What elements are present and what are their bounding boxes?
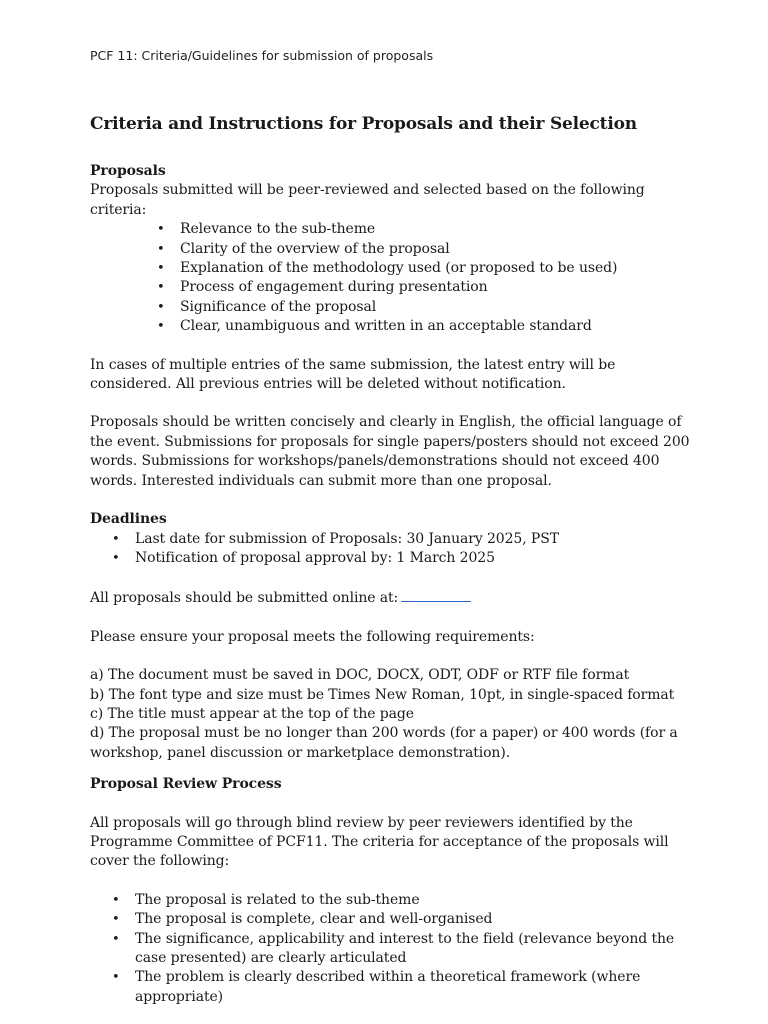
proposals-heading: Proposals xyxy=(90,163,166,179)
list-item: • Clarity of the overview of the proposal xyxy=(90,240,690,259)
deadlines-list xyxy=(90,530,690,569)
list-item: • Relevance to the sub-theme xyxy=(90,220,690,239)
page-header: PCF 11: Criteria/Guidelines for submission of proposals xyxy=(90,48,434,63)
list-item: • The proposal is complete, clear and well-organised xyxy=(90,910,690,929)
document-body xyxy=(90,113,690,1007)
submit-online-text: All proposals should be submitted online at: xyxy=(90,590,399,607)
list-item: • The problem is clearly described within a theoretical framework (where appropriate) xyxy=(90,968,690,1007)
list-item: • The significance, applicability and interest to the field (relevance beyond the case presented) are clearly articulated xyxy=(90,930,690,969)
review-intro: All proposals will go through blind review by peer reviewers identified by the Programme Committee of PCF11. The criteria for acceptance of the proposals will cover the following: xyxy=(90,814,669,870)
list-item: • Significance of the proposal xyxy=(90,298,690,317)
list-item: • Clear, unambiguous and written in an acceptable standard xyxy=(90,317,690,336)
multiple-entries-paragraph: In cases of multiple entries of the same submission, the latest entry will be considered. All previous entries will be deleted without notification. xyxy=(90,356,616,393)
review-heading: Proposal Review Process xyxy=(90,776,282,793)
list-item: • The proposal is related to the sub-theme xyxy=(90,891,690,910)
requirement-item: b) The font type and size must be Times New Roman, 10pt, in single-spaced format xyxy=(90,686,675,703)
requirement-item: d) The proposal must be no longer than 200 words (for a paper) or 400 words (for a workshop, panel discussion or marketplace demonstration). xyxy=(90,725,678,761)
list-item: • Last date for submission of Proposals: 30 January 2025, PST xyxy=(90,530,690,549)
language-paragraph: Proposals should be written concisely and clearly in English, the official language of the event. Submissions for proposals for single papers/posters should not exceed 200 words. Submissions for workshops/panels/demonstrations should not exceed 400 words. Interested individuals can submit more than one proposal. xyxy=(90,414,690,489)
criteria-list xyxy=(90,220,690,336)
deadlines-heading: Deadlines xyxy=(90,511,167,528)
document-title: Criteria and Instructions for Proposals and their Selection xyxy=(90,114,637,134)
list-item: • Explanation of the methodology used (or proposed to be used) xyxy=(90,259,690,278)
requirement-item: a) The document must be saved in DOC, DOCX, ODT, ODF or RTF file format xyxy=(90,667,630,684)
submission-link[interactable] xyxy=(401,587,471,602)
proposals-intro: Proposals submitted will be peer-reviewed and selected based on the following criteria: xyxy=(90,182,645,218)
requirement-item: c) The title must appear at the top of the page xyxy=(90,705,414,722)
list-item: • Notification of proposal approval by: 1 March 2025 xyxy=(90,549,690,568)
review-criteria-list xyxy=(90,891,690,1007)
requirements-intro: Please ensure your proposal meets the following requirements: xyxy=(90,628,535,645)
submit-online-line xyxy=(90,587,690,608)
list-item: • Process of engagement during presentation xyxy=(90,278,690,297)
